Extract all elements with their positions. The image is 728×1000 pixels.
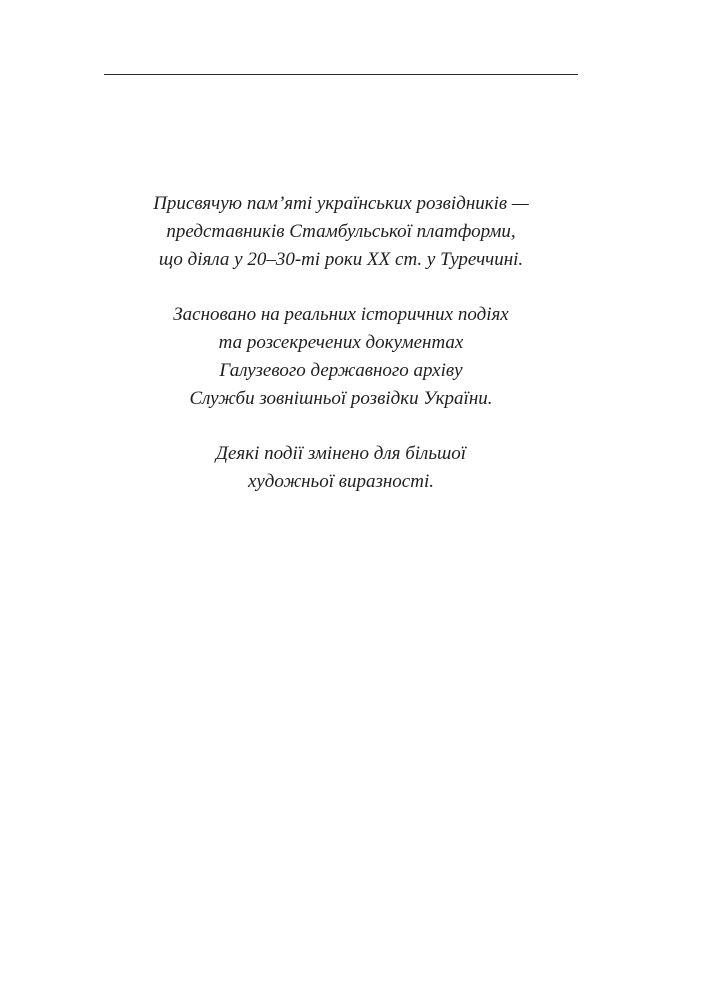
header-rule (104, 74, 578, 75)
based-on-paragraph (104, 301, 578, 413)
dedication-line: Присвячую пам’яті українських розвідників — (153, 193, 529, 214)
based-on-line: Засновано на реальних історичних подіях (173, 304, 509, 325)
epigraph (104, 190, 578, 523)
disclaimer-line: Деякі події змінено для більшої (215, 443, 467, 464)
disclaimer-line: художньої виразності. (248, 471, 434, 492)
dedication-line: представників Стамбульської платформи, (166, 221, 516, 242)
based-on-line: Служби зовнішньої розвідки України. (189, 388, 493, 409)
disclaimer-paragraph (104, 440, 578, 496)
based-on-line: та розсекречених документах (218, 332, 464, 353)
dedication-paragraph (104, 190, 578, 274)
based-on-line: Галузевого державного архіву (219, 360, 463, 381)
dedication-line: що діяла у 20–30-ті роки ХХ ст. у Туреччині. (158, 249, 524, 270)
